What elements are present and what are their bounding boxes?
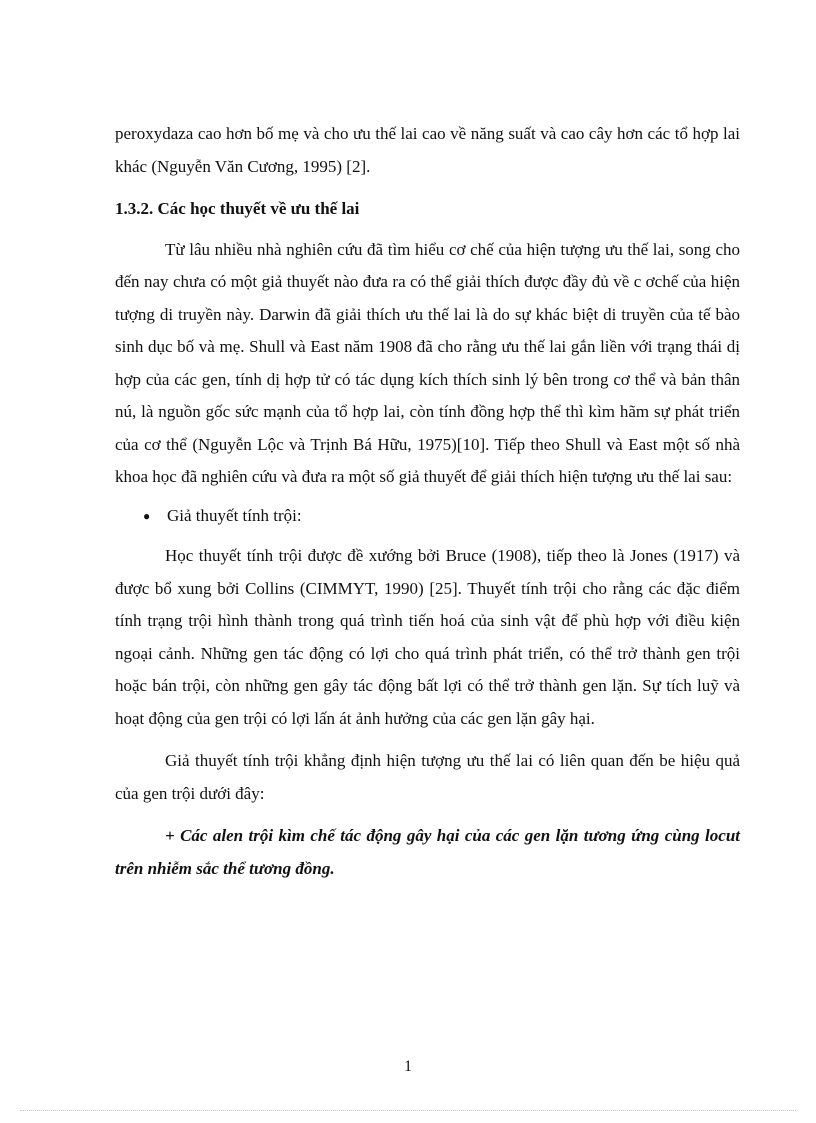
bullet-item: [115, 500, 740, 533]
paragraph-continuation: peroxydaza cao hơn bố mẹ và cho ưu thế lai cao về năng suất và cao cây hơn các tổ hợp lai khác (Nguyễn Văn Cương, 1995) [2].: [115, 124, 740, 176]
bullet-text: Giả thuyết tính trội:: [167, 505, 302, 525]
footer-divider: [20, 1110, 796, 1111]
section-heading: 1.3.2. Các học thuyết về ưu thế lai: [115, 199, 360, 218]
paragraph-emphasis: + Các alen trội kìm chế tác động gây hại của các gen lặn tương ứng cùng locut trên nhiễm sắc thể tương đồng.: [115, 826, 740, 878]
bullet-icon: ●: [143, 508, 151, 523]
page-number: 1: [404, 1058, 412, 1075]
paragraph-intro: Từ lâu nhiều nhà nghiên cứu đã tìm hiểu cơ chế của hiện tượng ưu thế lai, song cho đến nay chưa có một giả thuyết nào đưa ra có thể giải thích được đầy đủ về c ơchế của hiện tượng di truyền này. Darwin đã giải thích ưu thế lai là do sự khác biệt di truyền của tế bào sinh dục bố và mẹ. Shull và East năm 1908 đã cho rằng ưu thế lai gắn liền với trạng thái dị hợp của các gen, tính dị hợp tử có tác dụng kích thích sinh lý bên trong cơ thể và bản thân nú, là nguồn gốc sức mạnh của tổ hợp lai, còn tính đồng hợp thể thì kìm hãm sự phát triển của cơ thể (Nguyễn Lộc và Trịnh Bá Hữu, 1975)[10]. Tiếp theo Shull và East một số nhà khoa học đã nghiên cứu và đưa ra một số giả thuyết để giải thích hiện tượng ưu thế lai sau:: [115, 239, 740, 486]
document-body: [115, 118, 740, 885]
paragraph-dominance-claim: Giả thuyết tính trội khẳng định hiện tượng ưu thế lai có liên quan đến be hiệu quả của gen trội dưới đây:: [115, 751, 740, 803]
paragraph-dominance-theory: Học thuyết tính trội được đề xướng bởi Bruce (1908), tiếp theo là Jones (1917) và được bổ xung bởi Collins (CIMMYT, 1990) [25]. Thuyết tính trội cho rằng các đặc điểm tính trạng trội hình thành trong quá trình tiến hoá của sinh vật để phù hợp với điều kiện ngoại cảnh. Những gen tác động có lợi cho quá trình phát triển, có thể trở thành gen trội hoặc bán trội, còn những gen gây tác động bất lợi có thể trở thành gen lặn. Sự tích luỹ và hoạt động của gen trội có lợi lấn át ảnh hưởng của các gen lặn gây hại.: [115, 546, 740, 728]
